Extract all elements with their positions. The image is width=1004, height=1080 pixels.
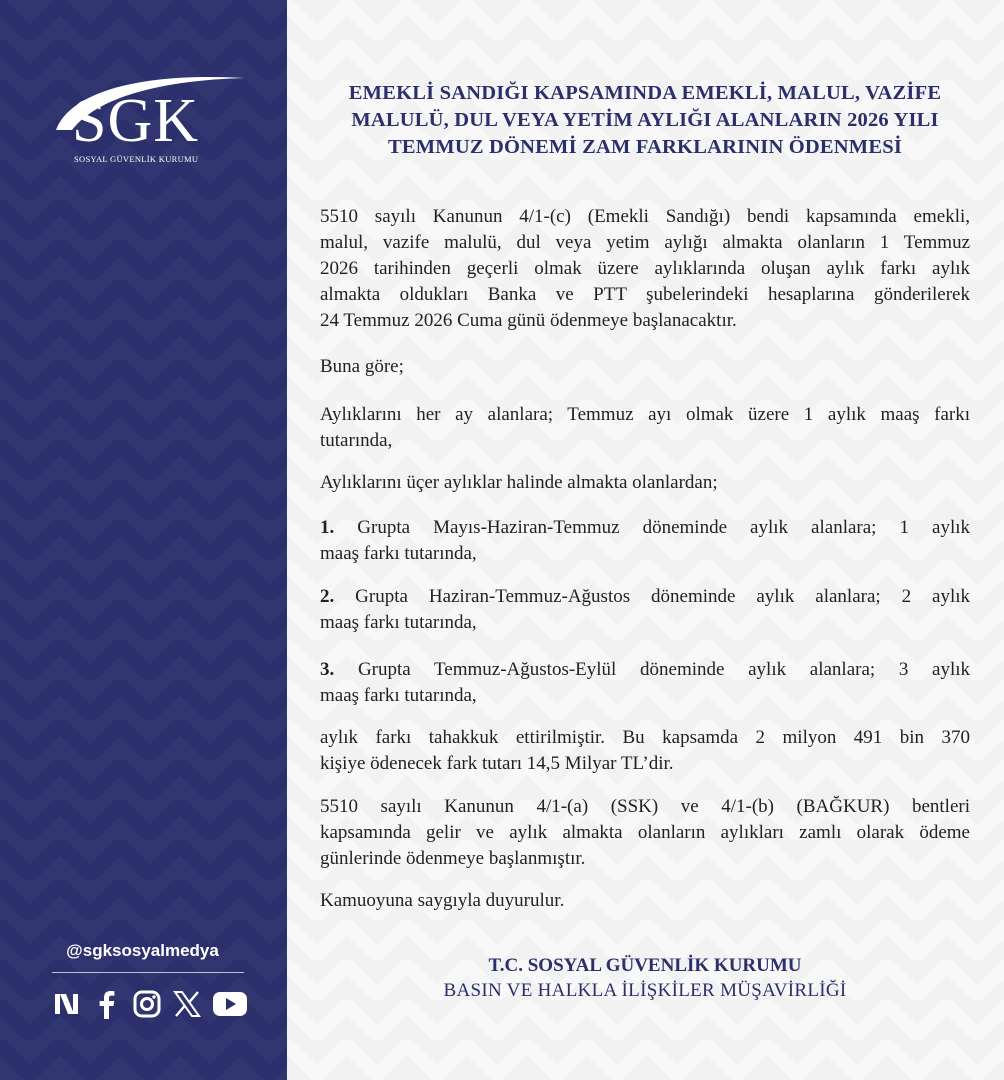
text-line xyxy=(320,515,970,541)
text-line xyxy=(320,657,970,683)
text-line: günlerinde ödenmeye başlanmıştır. xyxy=(320,848,586,869)
paragraph-ssk-bagkur xyxy=(320,794,970,872)
text-line: maaş farkı tutarında, xyxy=(320,685,477,706)
paragraph-accordingly xyxy=(320,354,970,380)
divider xyxy=(52,972,244,973)
text-line: kişiye ödenecek fark tutarı 14,5 Milyar TL’dir. xyxy=(320,753,674,774)
text-line xyxy=(320,584,970,610)
group-3-item xyxy=(320,657,970,709)
group-number: 3. xyxy=(320,659,335,680)
title-line: MALULÜ, DUL VEYA YETİM AYLIĞI ALANLARIN 2026 YILI xyxy=(351,109,939,131)
paragraph-accrued xyxy=(320,725,970,777)
youtube-icon[interactable] xyxy=(212,987,248,1021)
nsosyal-icon[interactable] xyxy=(52,987,82,1021)
facebook-icon[interactable] xyxy=(92,987,122,1021)
paragraph-monthly xyxy=(320,402,970,454)
x-icon[interactable] xyxy=(172,987,202,1021)
group-text: Grupta Temmuz-Ağustos-Eylül döneminde aylık alanlara; 3 aylık xyxy=(357,659,971,680)
page-title xyxy=(320,80,970,161)
paragraph-closing xyxy=(320,888,970,914)
text-line: maaş farkı tutarında, xyxy=(320,612,477,633)
text-line: 2026 tarihinden geçerli olmak üzere aylıklarında oluşan aylık farkı aylık xyxy=(320,258,970,279)
signature-dept: BASIN VE HALKLA İLİŞKİLER MÜŞAVİRLİĞİ xyxy=(443,980,847,1001)
social-icons xyxy=(52,987,248,1021)
sidebar xyxy=(0,0,287,1080)
title-line: TEMMUZ DÖNEMİ ZAM FARKLARININ ÖDENMESİ xyxy=(387,136,903,158)
group-1-item xyxy=(320,515,970,567)
sgk-logo xyxy=(50,72,250,172)
text-line: Aylıklarını her ay alanlara; Temmuz ayı olmak üzere 1 aylık maaş farkı xyxy=(320,404,970,425)
text-line: 5510 sayılı Kanunun 4/1-(a) (SSK) ve 4/1-(b) (BAĞKUR) bentleri xyxy=(320,796,970,817)
group-2-item xyxy=(320,584,970,636)
group-text: Grupta Haziran-Temmuz-Ağustos döneminde aylık alanlara; 2 aylık xyxy=(355,586,970,607)
text-line: malul, vazife malulü, dul veya yetim aylığı almakta olanların 1 Temmuz xyxy=(320,232,970,253)
signature-org: T.C. SOSYAL GÜVENLİK KURUMU xyxy=(488,955,802,976)
logo-subtitle: SOSYAL GÜVENLİK KURUMU xyxy=(74,154,199,164)
group-number: 2. xyxy=(320,586,335,607)
social-handle[interactable]: @sgksosyalmedya xyxy=(66,941,219,960)
group-text: Grupta Mayıs-Haziran-Temmuz döneminde aylık alanlara; 1 aylık xyxy=(357,517,971,538)
title-line: EMEKLİ SANDIĞI KAPSAMINDA EMEKLİ, MALUL, VAZİFE xyxy=(348,82,942,104)
text-line: 5510 sayılı Kanunun 4/1-(c) (Emekli Sandığı) bendi kapsamında emekli, xyxy=(320,206,970,227)
text-line: Kamuoyuna saygıyla duyurulur. xyxy=(320,890,565,911)
paragraph-intro xyxy=(320,204,970,334)
text-line: maaş farkı tutarında, xyxy=(320,543,477,564)
text-line: tutarında, xyxy=(320,430,393,451)
text-line: aylık farkı tahakkuk ettirilmiştir. Bu kapsamda 2 milyon 491 bin 370 xyxy=(320,727,970,748)
text-line: almakta oldukları Banka ve PTT şubelerindeki hesaplarına gönderilerek xyxy=(320,284,970,305)
logo-text: SGK xyxy=(72,87,200,155)
text-line: kapsamında gelir ve aylık almakta olanların aylıkları zamlı olarak ödeme xyxy=(320,822,970,843)
signature xyxy=(320,953,970,1003)
text-line: 24 Temmuz 2026 Cuma günü ödenmeye başlanacaktır. xyxy=(320,310,737,331)
instagram-icon[interactable] xyxy=(132,987,162,1021)
paragraph-quarterly xyxy=(320,470,970,496)
text-line: Aylıklarını üçer aylıklar halinde almakta olanlardan; xyxy=(320,472,718,493)
group-number: 1. xyxy=(320,517,335,538)
text-line: Buna göre; xyxy=(320,356,404,377)
